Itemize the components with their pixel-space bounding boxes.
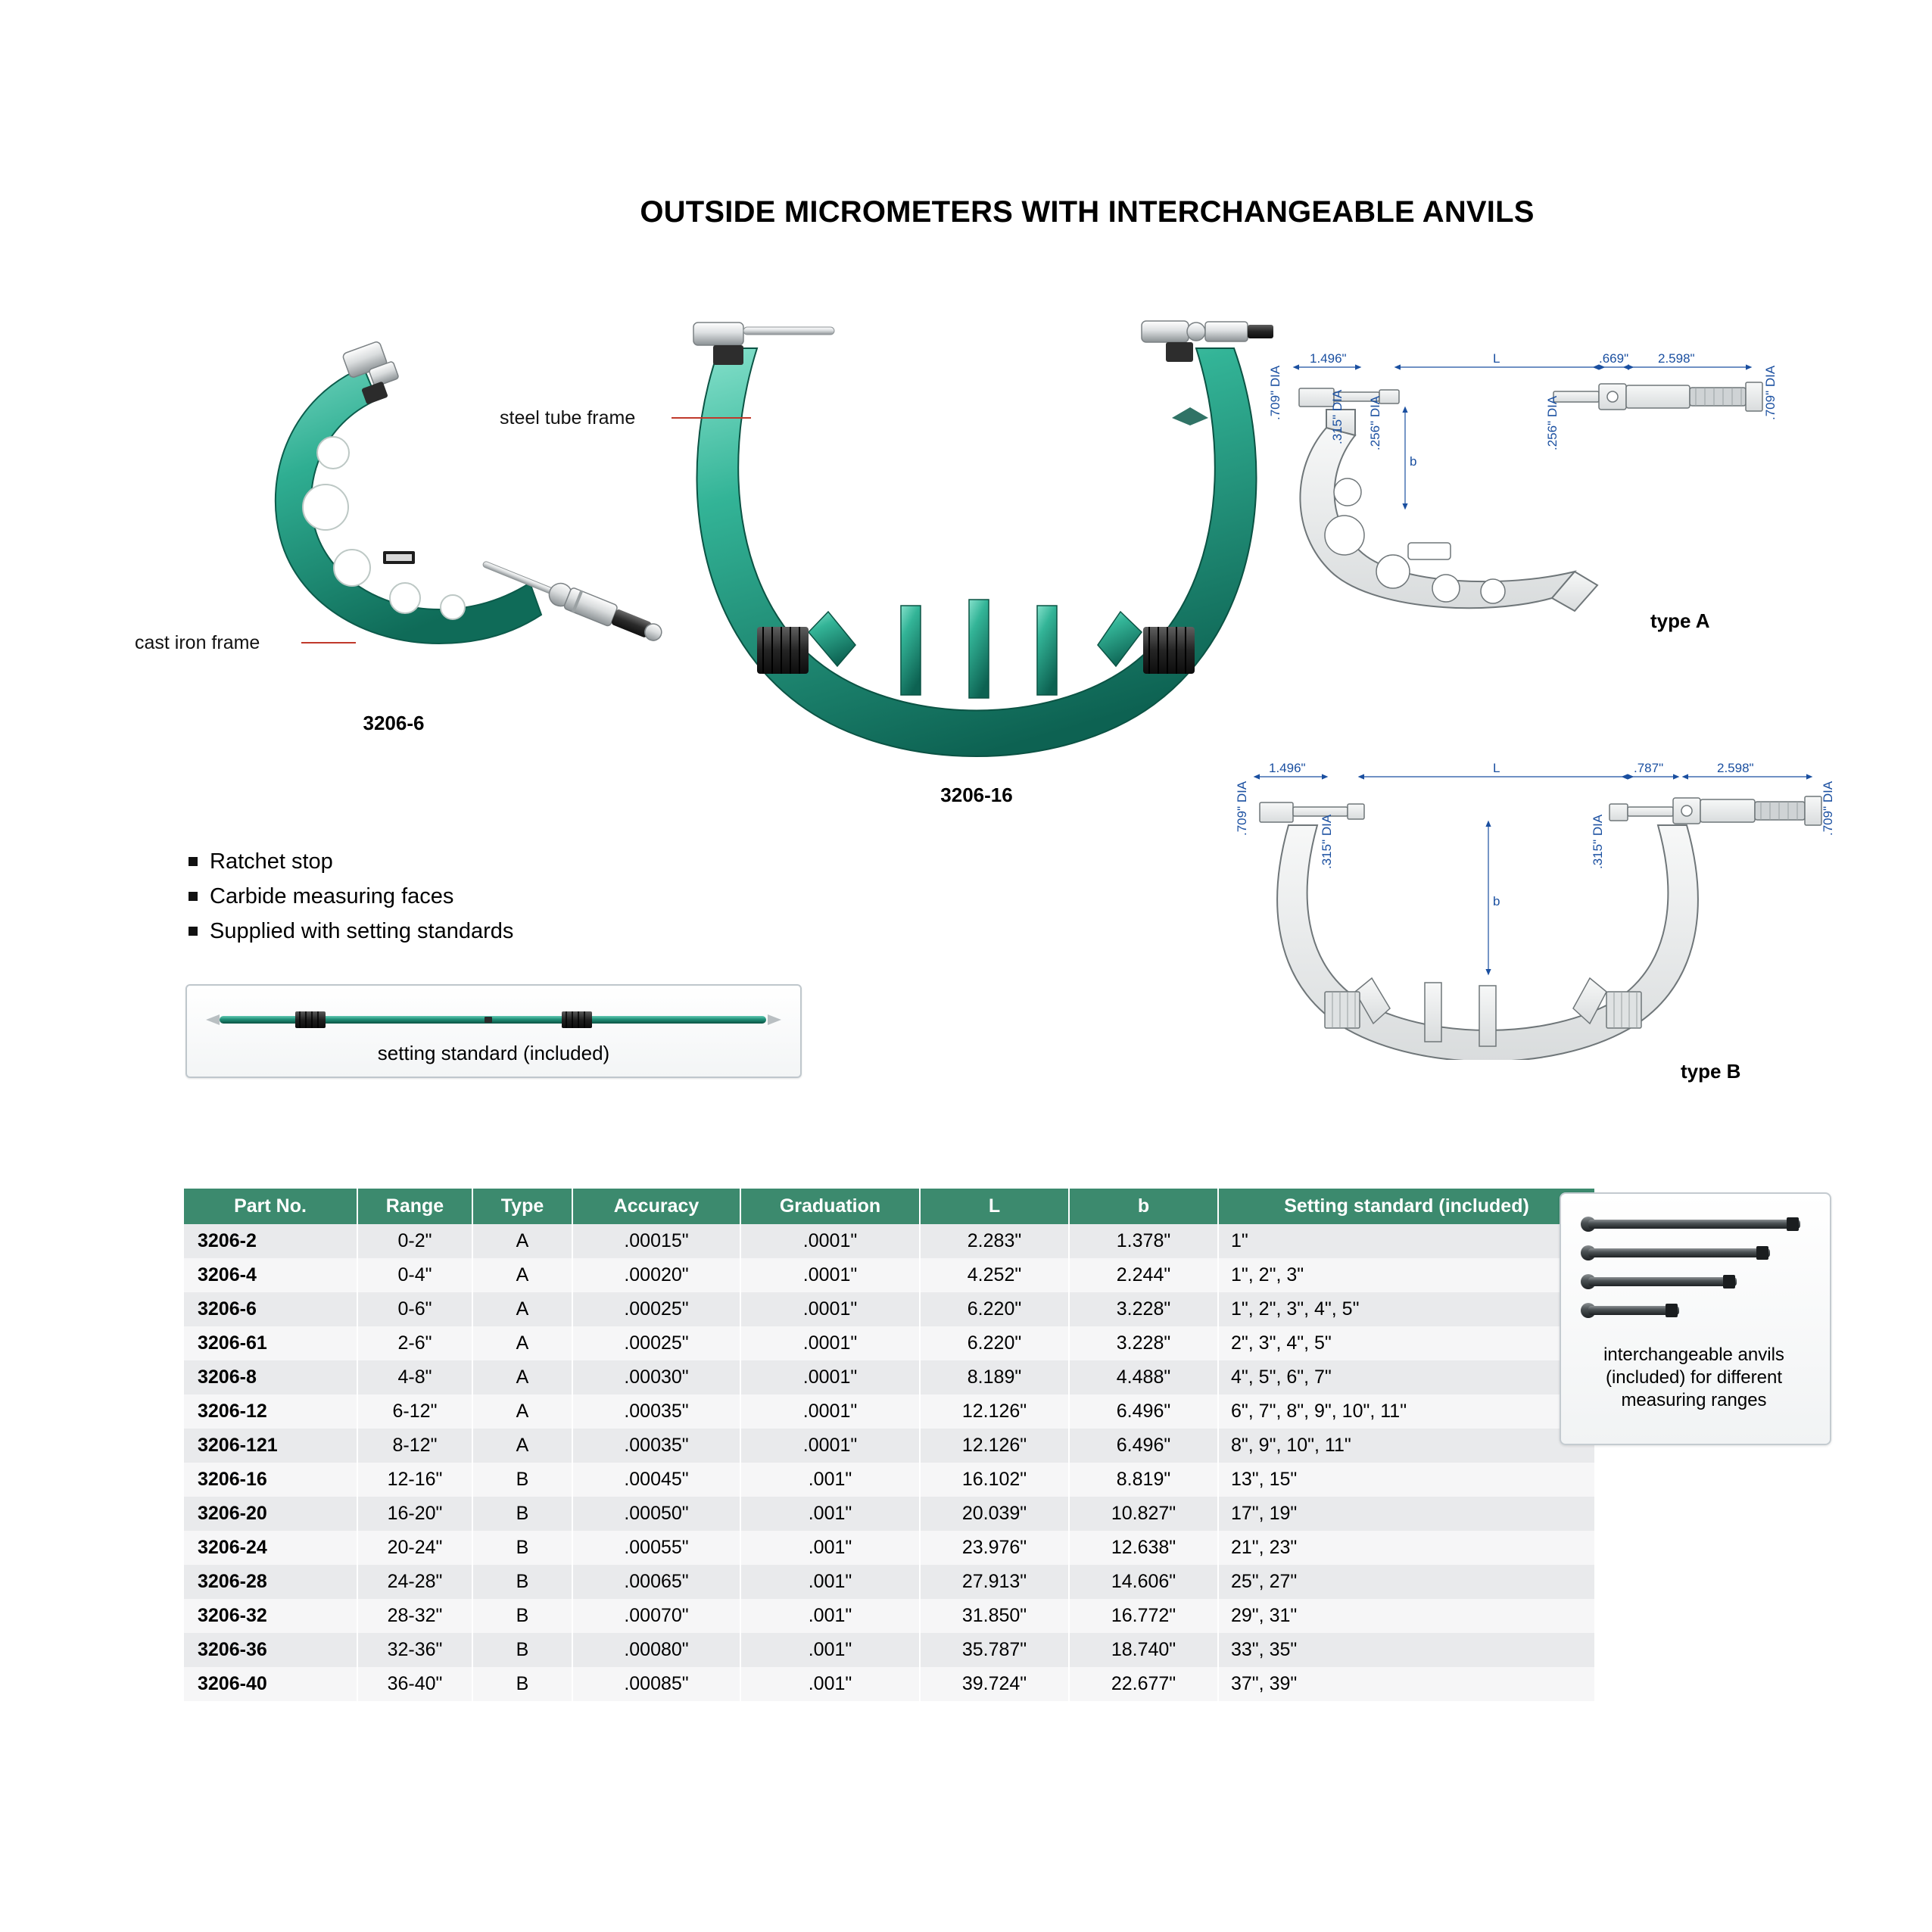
dim-669-a: .669" [1599, 351, 1629, 366]
anvils-caption-line1: interchangeable anvils [1603, 1345, 1784, 1365]
type-b-label: type B [1681, 1060, 1741, 1083]
cell-setting-standard: 8", 9", 10", 11" [1218, 1429, 1594, 1463]
cell-graduation: .0001" [740, 1292, 920, 1326]
anvils-caption [1560, 1344, 1828, 1412]
cell-setting-standard: 13", 15" [1218, 1463, 1594, 1497]
cell-part-no: 3206-6 [184, 1292, 357, 1326]
header-type: Type [472, 1189, 572, 1224]
dim-b-a: b [1410, 454, 1417, 469]
dim-1496-b: 1.496" [1269, 761, 1306, 775]
cell-part-no: 3206-20 [184, 1497, 357, 1531]
cell-accuracy: .00015" [572, 1224, 740, 1258]
cell-setting-standard: 1" [1218, 1224, 1594, 1258]
cell-part-no: 3206-24 [184, 1531, 357, 1565]
cell-b: 6.496" [1069, 1394, 1218, 1429]
cell-part-no: 3206-32 [184, 1599, 357, 1633]
cell-accuracy: .00050" [572, 1497, 740, 1531]
header-range: Range [357, 1189, 472, 1224]
cell-accuracy: .00030" [572, 1360, 740, 1394]
table-row [184, 1258, 1594, 1292]
cell-part-no: 3206-28 [184, 1565, 357, 1599]
cell-l: 35.787" [920, 1633, 1069, 1667]
cell-setting-standard: 37", 39" [1218, 1667, 1594, 1701]
cell-setting-standard: 6", 7", 8", 9", 10", 11" [1218, 1394, 1594, 1429]
dim-2598-b: 2.598" [1717, 761, 1754, 775]
cell-range: 6-12" [357, 1394, 472, 1429]
header-setting-standard: Setting standard (included) [1218, 1189, 1594, 1224]
cell-setting-standard: 25", 27" [1218, 1565, 1594, 1599]
cell-accuracy: .00025" [572, 1292, 740, 1326]
dim-1496-a: 1.496" [1310, 351, 1347, 366]
cell-accuracy: .00080" [572, 1633, 740, 1667]
cell-type: B [472, 1633, 572, 1667]
cell-type: B [472, 1667, 572, 1701]
cell-accuracy: .00020" [572, 1258, 740, 1292]
cell-part-no: 3206-40 [184, 1667, 357, 1701]
cell-setting-standard: 1", 2", 3", 4", 5" [1218, 1292, 1594, 1326]
cell-part-no: 3206-4 [184, 1258, 357, 1292]
dim-709dia-a-left: .709" DIA [1268, 365, 1282, 420]
cell-accuracy: .00070" [572, 1599, 740, 1633]
callout-line-steel [672, 417, 751, 419]
cell-b: 12.638" [1069, 1531, 1218, 1565]
dim-315dia-b-right: .315" DIA [1591, 814, 1605, 869]
cell-range: 20-24" [357, 1531, 472, 1565]
dim-709dia-a-right: .709" DIA [1763, 365, 1778, 420]
cell-graduation: .0001" [740, 1360, 920, 1394]
cell-l: 27.913" [920, 1565, 1069, 1599]
table-row [184, 1224, 1594, 1258]
header-graduation: Graduation [740, 1189, 920, 1224]
table-row [184, 1667, 1594, 1701]
setting-standard-box [185, 984, 802, 1078]
cell-type: B [472, 1497, 572, 1531]
cell-range: 28-32" [357, 1599, 472, 1633]
technical-drawing-type-b [1234, 742, 1855, 1060]
feature-item: Ratchet stop [184, 846, 513, 877]
cell-b: 10.827" [1069, 1497, 1218, 1531]
table-row [184, 1292, 1594, 1326]
callout-cast-iron-frame: cast iron frame [135, 632, 260, 653]
header-b: b [1069, 1189, 1218, 1224]
cell-type: A [472, 1326, 572, 1360]
micrometer-small-illustration [250, 326, 674, 689]
cell-l: 6.220" [920, 1326, 1069, 1360]
cell-graduation: .0001" [740, 1326, 920, 1360]
cell-b: 3.228" [1069, 1326, 1218, 1360]
table-row [184, 1599, 1594, 1633]
cell-range: 36-40" [357, 1667, 472, 1701]
cell-accuracy: .00055" [572, 1531, 740, 1565]
cell-setting-standard: 1", 2", 3" [1218, 1258, 1594, 1292]
dim-315dia-a: .315" DIA [1330, 389, 1345, 444]
dim-256dia-a-right: .256" DIA [1545, 395, 1560, 450]
cell-type: A [472, 1292, 572, 1326]
technical-drawing-type-a [1257, 344, 1847, 640]
header-part-no: Part No. [184, 1189, 357, 1224]
cell-l: 39.724" [920, 1667, 1069, 1701]
cell-l: 23.976" [920, 1531, 1069, 1565]
cell-part-no: 3206-2 [184, 1224, 357, 1258]
cell-graduation: .001" [740, 1633, 920, 1667]
caption-3206-16: 3206-16 [940, 784, 1013, 806]
callout-line-cast [301, 642, 356, 643]
cell-b: 8.819" [1069, 1463, 1218, 1497]
dim-L-b: L [1493, 761, 1500, 775]
page-title: OUTSIDE MICROMETERS WITH INTERCHANGEABLE ANVILS [640, 195, 1535, 229]
cell-setting-standard: 29", 31" [1218, 1599, 1594, 1633]
table-row [184, 1429, 1594, 1463]
dim-L-a: L [1493, 351, 1500, 366]
cell-l: 20.039" [920, 1497, 1069, 1531]
table-row [184, 1531, 1594, 1565]
cell-graduation: .0001" [740, 1258, 920, 1292]
cell-graduation: .001" [740, 1565, 920, 1599]
cell-range: 32-36" [357, 1633, 472, 1667]
cell-type: B [472, 1531, 572, 1565]
cell-setting-standard: 33", 35" [1218, 1633, 1594, 1667]
cell-type: A [472, 1429, 572, 1463]
cell-graduation: .001" [740, 1531, 920, 1565]
cell-range: 0-4" [357, 1258, 472, 1292]
cell-range: 8-12" [357, 1429, 472, 1463]
cell-range: 0-2" [357, 1224, 472, 1258]
cell-graduation: .001" [740, 1497, 920, 1531]
type-a-label: type A [1650, 609, 1710, 632]
micrometer-large-illustration [666, 303, 1287, 772]
feature-item: Carbide measuring faces [184, 881, 513, 911]
dim-b-b: b [1493, 894, 1500, 908]
cell-graduation: .0001" [740, 1224, 920, 1258]
caption-3206-6: 3206-6 [363, 712, 425, 734]
cell-l: 12.126" [920, 1394, 1069, 1429]
cell-accuracy: .00035" [572, 1394, 740, 1429]
cell-range: 4-8" [357, 1360, 472, 1394]
cell-type: B [472, 1565, 572, 1599]
table-header-row [184, 1189, 1594, 1224]
cell-part-no: 3206-8 [184, 1360, 357, 1394]
table-row [184, 1565, 1594, 1599]
cell-part-no: 3206-16 [184, 1463, 357, 1497]
cell-setting-standard: 21", 23" [1218, 1531, 1594, 1565]
cell-range: 16-20" [357, 1497, 472, 1531]
cell-b: 14.606" [1069, 1565, 1218, 1599]
cell-graduation: .001" [740, 1463, 920, 1497]
cell-setting-standard: 2", 3", 4", 5" [1218, 1326, 1594, 1360]
cell-accuracy: .00065" [572, 1565, 740, 1599]
cell-b: 16.772" [1069, 1599, 1218, 1633]
cell-accuracy: .00035" [572, 1429, 740, 1463]
cell-graduation: .0001" [740, 1394, 920, 1429]
cell-part-no: 3206-121 [184, 1429, 357, 1463]
cell-l: 12.126" [920, 1429, 1069, 1463]
cell-part-no: 3206-36 [184, 1633, 357, 1667]
cell-setting-standard: 4", 5", 6", 7" [1218, 1360, 1594, 1394]
cell-range: 2-6" [357, 1326, 472, 1360]
table-row [184, 1360, 1594, 1394]
table-row [184, 1497, 1594, 1531]
header-accuracy: Accuracy [572, 1189, 740, 1224]
cell-accuracy: .00045" [572, 1463, 740, 1497]
cell-l: 4.252" [920, 1258, 1069, 1292]
cell-range: 24-28" [357, 1565, 472, 1599]
cell-l: 16.102" [920, 1463, 1069, 1497]
cell-type: A [472, 1258, 572, 1292]
cell-b: 2.244" [1069, 1258, 1218, 1292]
setting-standard-illustration [206, 1007, 781, 1033]
cell-type: A [472, 1394, 572, 1429]
cell-type: A [472, 1360, 572, 1394]
cell-b: 4.488" [1069, 1360, 1218, 1394]
cell-accuracy: .00085" [572, 1667, 740, 1701]
feature-item: Supplied with setting standards [184, 916, 513, 946]
dim-787-b: .787" [1634, 761, 1664, 775]
anvils-caption-line3: measuring ranges [1621, 1390, 1767, 1410]
cell-type: B [472, 1599, 572, 1633]
cell-b: 22.677" [1069, 1667, 1218, 1701]
dim-256dia-a-left: .256" DIA [1368, 395, 1382, 450]
cell-range: 12-16" [357, 1463, 472, 1497]
anvils-illustration [1570, 1208, 1820, 1340]
cell-l: 6.220" [920, 1292, 1069, 1326]
dim-709dia-b-left: .709" DIA [1235, 781, 1249, 836]
cell-part-no: 3206-61 [184, 1326, 357, 1360]
specification-table [184, 1189, 1594, 1701]
cell-l: 8.189" [920, 1360, 1069, 1394]
cell-type: B [472, 1463, 572, 1497]
dim-709dia-b-right: .709" DIA [1821, 781, 1835, 836]
table-row [184, 1326, 1594, 1360]
header-l: L [920, 1189, 1069, 1224]
dim-2598-a: 2.598" [1658, 351, 1695, 366]
table-body [184, 1224, 1594, 1701]
setting-standard-label: setting standard (included) [377, 1042, 610, 1064]
anvils-caption-line2: (included) for different [1605, 1367, 1782, 1388]
cell-b: 1.378" [1069, 1224, 1218, 1258]
callout-steel-tube-frame: steel tube frame [500, 407, 636, 428]
table-row [184, 1633, 1594, 1667]
cell-setting-standard: 17", 19" [1218, 1497, 1594, 1531]
cell-graduation: .001" [740, 1599, 920, 1633]
cell-l: 2.283" [920, 1224, 1069, 1258]
table-row [184, 1394, 1594, 1429]
cell-part-no: 3206-12 [184, 1394, 357, 1429]
cell-b: 3.228" [1069, 1292, 1218, 1326]
cell-range: 0-6" [357, 1292, 472, 1326]
cell-type: A [472, 1224, 572, 1258]
dim-315dia-b-left: .315" DIA [1320, 814, 1334, 869]
cell-accuracy: .00025" [572, 1326, 740, 1360]
cell-l: 31.850" [920, 1599, 1069, 1633]
table-row [184, 1463, 1594, 1497]
cell-graduation: .001" [740, 1667, 920, 1701]
cell-graduation: .0001" [740, 1429, 920, 1463]
feature-list [184, 846, 513, 951]
cell-b: 18.740" [1069, 1633, 1218, 1667]
cell-b: 6.496" [1069, 1429, 1218, 1463]
